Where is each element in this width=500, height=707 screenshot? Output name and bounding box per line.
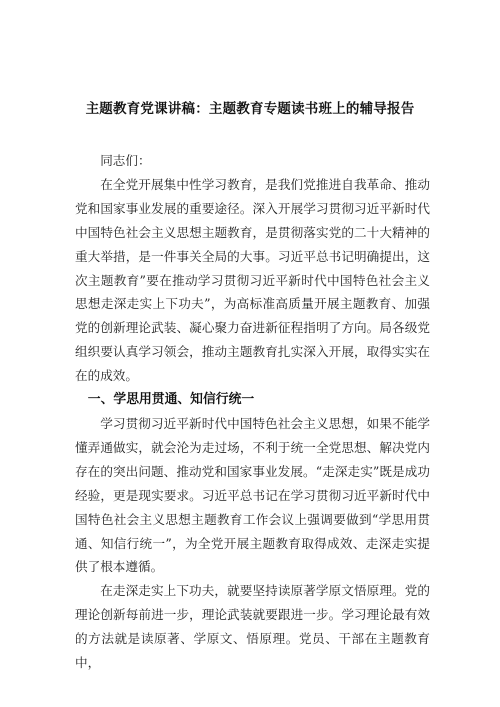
paragraph-1: 在全党开展集中性学习教育，是我们党推进自我革命、推动党和国家事业发展的重要途径。深入开展学习贯彻习近平新时代中国特色社会主义思想主题教育，是贯彻落实党的二十大精神的重大举措，是一件事关全局的大事。习近平总书记明确提出，这次主题教育”要在推动学习贯彻习近平新时代中国特色社会主义思想走深走实上下功夫”，为高标准高质量开展主题教育、加强党的创新理论武装、凝心聚力奋进新征程指明了方向。局各级党组织要认真学习领会，推动主题教育扎实深入开展，取得实实在在的成效。 bbox=[75, 176, 430, 384]
paragraph-3: 在走深走实上下功夫，就要坚持读原著学原文悟原理。党的理论创新每前进一步，理论武装就要跟进一步。学习理论最有效的方法就是读原著、学原文、悟原理。党员、干部在主题教育中， bbox=[75, 583, 430, 671]
document-title: 主题教育党课讲稿：主题教育专题读书班上的辅导报告 bbox=[85, 101, 415, 117]
section-heading-1: 一、学思用贯通、知信行统一 bbox=[87, 392, 255, 408]
document-body bbox=[75, 149, 430, 675]
paragraph-2: 学习贯彻习近平新时代中国特色社会主义思想，如果不能学懂弄通做实，就会沦为走过场，不利于统一全党思想、解决党内存在的突出问题、推动党和国家事业发展。“走深走实”既是成功经验，更是现实要求。习近平总书记在学习贯彻习近平新时代中国特色社会主义思想主题教育工作会议上强调要做到“学思用贯通、知信行统一”，为全党开展主题教育取得成效、走深走实提供了根本遵循。 bbox=[75, 415, 430, 575]
salutation: 同志们： bbox=[100, 153, 151, 168]
